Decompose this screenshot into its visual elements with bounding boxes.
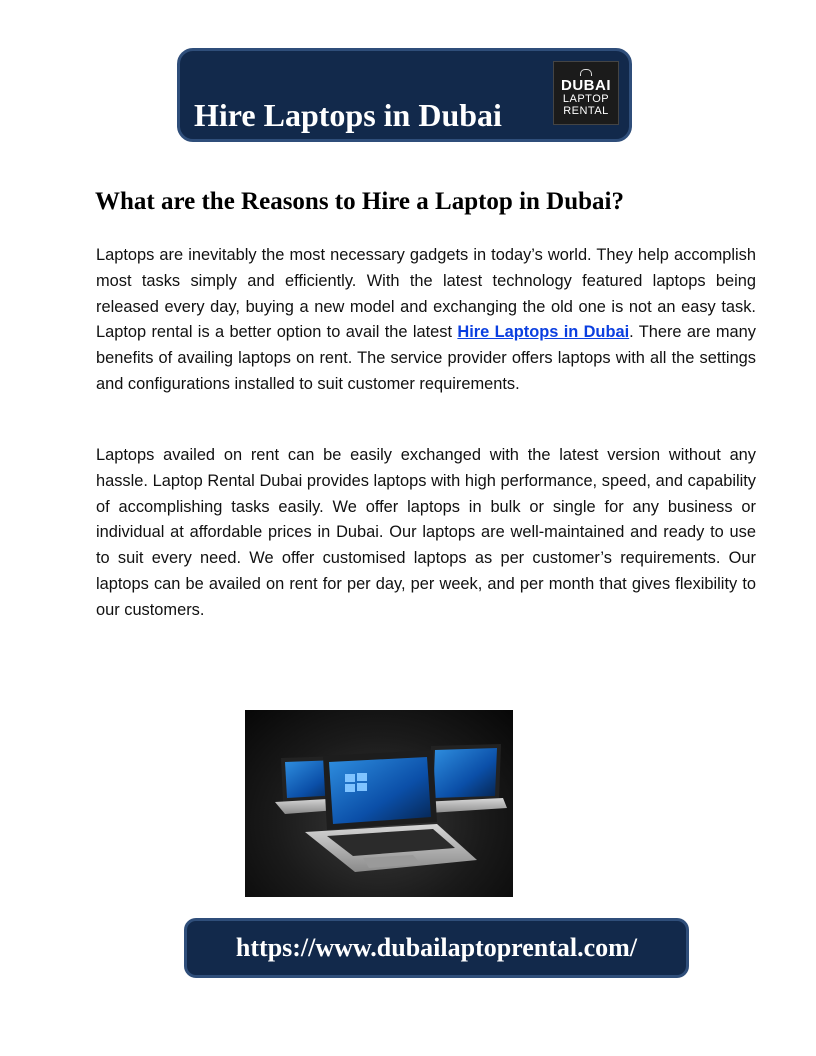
- header-banner: [177, 48, 632, 142]
- laptops-illustration: [245, 710, 513, 897]
- paragraph-1-text-start: Laptops are inevitably the most necessary gadgets in today’s world. They help accomplish most tasks simply and efficiently. With the latest technology featured laptops being released every day, buying a new model and exchanging the old one is not an easy task. Laptop rental is a better option to avail the latest: [96, 246, 756, 342]
- paragraph-1: [96, 243, 756, 398]
- logo-text-line1: DUBAI: [561, 77, 611, 94]
- hire-laptops-link[interactable]: Hire Laptops in Dubai: [457, 323, 630, 342]
- website-url-box: [184, 918, 689, 978]
- logo-text-line2: LAPTOP: [562, 93, 610, 105]
- paragraph-1-text-end: . There are many benefits of availing laptops on rent. The service provider offers laptops with all the settings and configurations installed to suit customer requirements.: [96, 323, 756, 393]
- website-url-link[interactable]: https://www.dubailaptoprental.com/: [235, 933, 638, 962]
- paragraph-2: Laptops availed on rent can be easily exchanged with the latest version without any hassle. Laptop Rental Dubai provides laptops with high performance, speed, and capability of accomplishing tasks easily. We offer laptops in bulk or single for any business or individual at affordable prices in Dubai. Our laptops are well-maintained and ready to use to suit every need. We offer customised laptops as per customer’s requirements. Our laptops can be availed on rent for per day, per week, and per month that gives flexibility to our customers.: [96, 446, 756, 619]
- banner-title: Hire Laptops in Dubai: [194, 97, 502, 133]
- company-logo: [553, 61, 619, 125]
- laptops-photo: [245, 710, 513, 897]
- logo-emblem-icon: [580, 69, 592, 76]
- logo-text-line3: RENTAL: [563, 105, 609, 117]
- article-heading: What are the Reasons to Hire a Laptop in Dubai?: [95, 188, 624, 215]
